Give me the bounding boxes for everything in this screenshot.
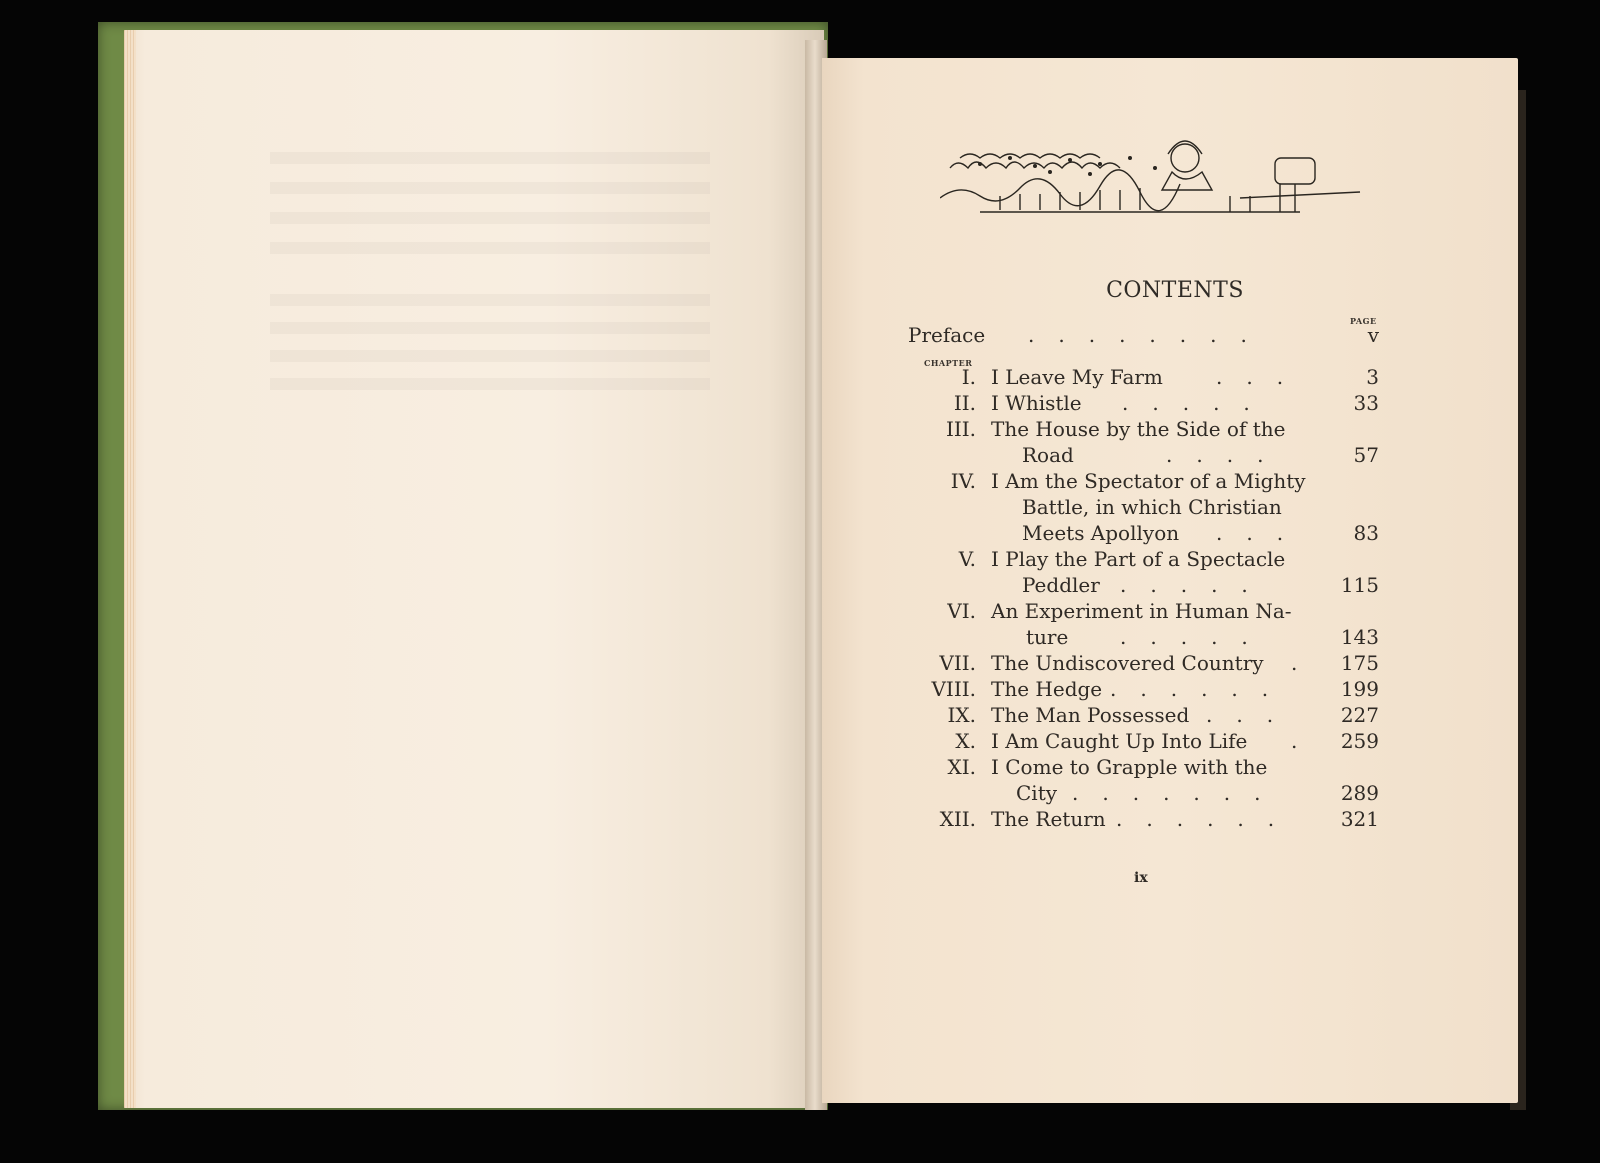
toc-entry-chapter-7[interactable] <box>916 650 1386 676</box>
chapter-number: IV. <box>950 469 976 493</box>
toc-entry-chapter-3-cont[interactable] <box>916 442 1386 468</box>
chapter-page: 3 <box>1366 365 1379 389</box>
leader-dots: ... <box>1206 703 1298 727</box>
toc-entry-chapter-1[interactable] <box>916 364 1386 390</box>
toc-entry-chapter-6-cont[interactable] <box>916 624 1386 650</box>
chapter-page: 57 <box>1353 443 1379 467</box>
leader-dots: ...... <box>1110 677 1293 701</box>
leader-dots: ........ <box>1028 323 1271 347</box>
toc-entry-chapter-4-cont2[interactable] <box>916 520 1386 546</box>
chapter-number: VII. <box>939 651 976 675</box>
chapter-number: IX. <box>947 703 976 727</box>
page-edges <box>124 30 136 1108</box>
toc-entry-chapter-11[interactable] <box>916 754 1386 780</box>
toc-entry-chapter-2[interactable] <box>916 390 1386 416</box>
chapter-page: 199 <box>1340 677 1379 701</box>
chapter-title: The House by the Side of the <box>991 417 1286 441</box>
chapter-page: 227 <box>1340 703 1379 727</box>
toc-entry-chapter-3[interactable] <box>916 416 1386 442</box>
chapter-title: I Am Caught Up Into Life <box>991 729 1248 753</box>
toc-entry-chapter-6[interactable] <box>916 598 1386 624</box>
leader-dots: ...... <box>1116 807 1299 831</box>
chapter-page: 175 <box>1340 651 1379 675</box>
leader-dots: ..... <box>1122 391 1274 415</box>
chapter-number: XI. <box>947 755 976 779</box>
chapter-title-continued: Peddler <box>1022 573 1100 597</box>
chapter-title-continued: ture <box>1026 625 1069 649</box>
chapter-title-continued: Meets Apollyon <box>1022 521 1180 545</box>
toc-entry-chapter-4[interactable] <box>916 468 1386 494</box>
leader-dots: . <box>1291 651 1322 675</box>
leader-dots: ..... <box>1120 573 1272 597</box>
chapter-number: XII. <box>939 807 976 831</box>
chapter-title: I Whistle <box>991 391 1082 415</box>
chapter-number: I. <box>961 365 976 389</box>
toc-entry-chapter-8[interactable] <box>916 676 1386 702</box>
leader-dots: ....... <box>1072 781 1285 805</box>
chapter-title: The Hedge <box>991 677 1103 701</box>
toc-entry-title: Preface <box>908 323 986 347</box>
chapter-title: The Return <box>991 807 1106 831</box>
toc-entry-chapter-4-cont[interactable] <box>916 494 1386 520</box>
chapter-title-continued: Battle, in which Christian <box>1022 495 1282 519</box>
chapter-page: 321 <box>1340 807 1379 831</box>
chapter-title: The Undiscovered Country <box>991 651 1264 675</box>
chapter-column-heading: CHAPTER <box>924 358 973 368</box>
leader-dots: . <box>1291 729 1322 753</box>
chapter-number: V. <box>958 547 976 571</box>
chapter-page: 83 <box>1353 521 1379 545</box>
chapter-page: 143 <box>1340 625 1379 649</box>
chapter-title-continued: City <box>1016 781 1058 805</box>
chapter-number: X. <box>955 729 976 753</box>
chapter-page: 259 <box>1340 729 1379 753</box>
chapter-page: 289 <box>1340 781 1379 805</box>
chapter-title-continued: Road <box>1022 443 1074 467</box>
leader-dots: ..... <box>1120 625 1272 649</box>
chapter-page: 33 <box>1353 391 1379 415</box>
page-folio: ix <box>1134 870 1148 886</box>
toc-entry-page: v <box>1367 323 1379 347</box>
chapter-title: I Am the Spectator of a Mighty <box>991 469 1306 493</box>
chapter-title: I Come to Grapple with the <box>991 755 1268 779</box>
toc-entry-chapter-12[interactable] <box>916 806 1386 832</box>
toc-entry-chapter-5-cont[interactable] <box>916 572 1386 598</box>
toc-entry-chapter-9[interactable] <box>916 702 1386 728</box>
leader-dots: ... <box>1216 365 1308 389</box>
chapter-title: I Play the Part of a Spectacle <box>991 547 1286 571</box>
page-column-heading: PAGE <box>1350 316 1377 326</box>
leader-dots: .... <box>1166 443 1288 467</box>
toc-entry-chapter-5[interactable] <box>916 546 1386 572</box>
headpiece-illustration-icon <box>940 128 1370 228</box>
chapter-number: III. <box>945 417 976 441</box>
chapter-number: II. <box>953 391 976 415</box>
leader-dots: ... <box>1216 521 1308 545</box>
chapter-title: The Man Possessed <box>991 703 1190 727</box>
toc-entry-chapter-11-cont[interactable] <box>916 780 1386 806</box>
chapter-title: I Leave My Farm <box>991 365 1163 389</box>
chapter-number: VI. <box>947 599 976 623</box>
toc-entry-preface[interactable] <box>908 322 1386 348</box>
contents-title: CONTENTS <box>1106 278 1244 303</box>
chapter-page: 115 <box>1340 573 1379 597</box>
chapter-title: An Experiment in Human Na- <box>991 599 1292 623</box>
toc-entry-chapter-10[interactable] <box>916 728 1386 754</box>
chapter-number: VIII. <box>931 677 976 701</box>
